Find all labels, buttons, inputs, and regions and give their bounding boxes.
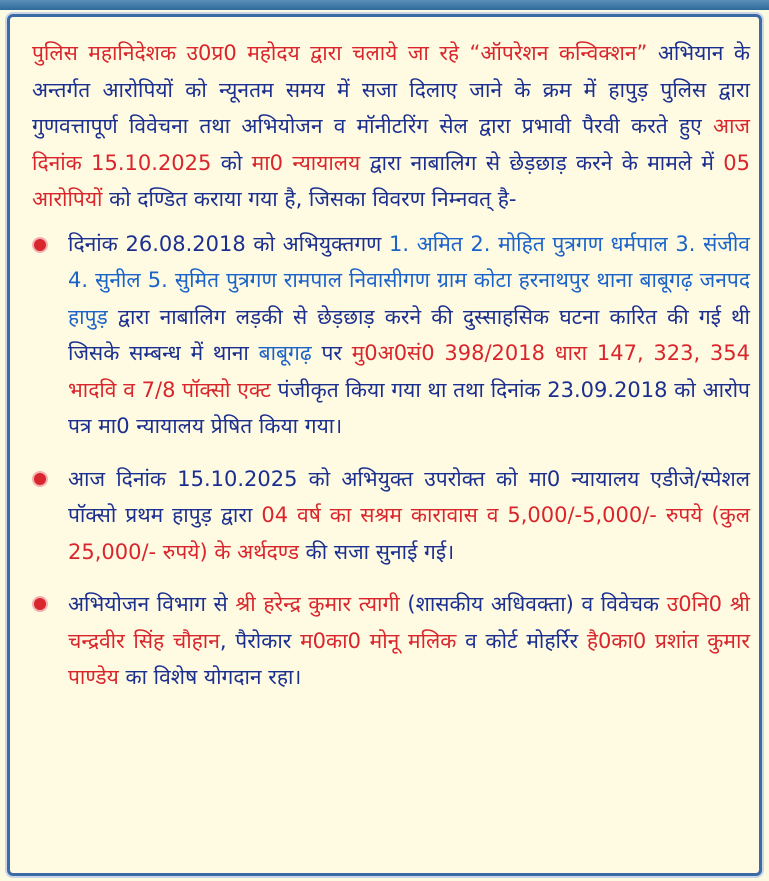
bullet1-police-station: बाबूगढ़	[258, 341, 312, 365]
intro-highlight-court: मा0 न्यायालय	[251, 150, 361, 175]
bullet-icon	[34, 598, 46, 610]
list-item	[32, 461, 750, 571]
bullet1-text-a: दिनांक 26.08.2018 को अभियुक्तगण	[68, 231, 390, 256]
bullet2-sentence: 04 वर्ष का सश्रम कारावास व 5,000/-5,000/- रुपये (कुल 25,000/- रुपये) के अर्थदण्ड	[68, 503, 750, 564]
bullet-icon	[34, 239, 46, 251]
top-band	[0, 0, 769, 10]
bullet3-text-a: अभियोजन विभाग से	[68, 592, 236, 616]
bullet-icon	[34, 473, 46, 485]
bullet3-text-e: , पैरोकार	[219, 628, 301, 653]
intro-text-2: को	[211, 150, 252, 175]
intro-paragraph	[32, 35, 750, 218]
bullet3-pairokar: म0का0 मोनू मलिक	[300, 628, 457, 653]
list-item	[32, 226, 750, 445]
intro-highlight-date: आज दिनांक 15.10.2025	[32, 114, 750, 175]
content-body	[32, 35, 750, 712]
intro-text-3: द्वारा नाबालिग से छेड़छाड़ करने के मामले में	[360, 150, 724, 175]
list-item	[32, 586, 750, 696]
bullet1-accused-names: 1. अमित 2. मोहित पुत्रगण धर्मपाल 3. संजीव 4. सुनील 5. सुमित पुत्रगण रामपाल निवासीगण ग्राम कोटा हरनाथपुर थाना बाबूगढ़ जनपद हापुड़	[68, 231, 750, 329]
bullet2-text-a: आज दिनांक 15.10.2025 को अभियुक्त उपरोक्त को मा0 न्यायालय एडीजे/स्पेशल पॉक्सो प्रथम हापुड़ द्वारा	[68, 466, 750, 527]
bullet3-text-g: व कोर्ट मोहर्रिर	[456, 628, 587, 653]
bullet1-text-c: द्वारा नाबालिग लड़की से छेड़छाड़ करने की दुस्साहसिक घटना कारित की गई थी जिसके सम्बन्ध में थाना	[68, 304, 750, 365]
intro-highlight-accused-count: 05 आरोपियों	[32, 150, 751, 211]
intro-highlight-campaign: पुलिस महानिदेशक उ0प्र0 महोदय द्वारा चलाये जा रहे “ऑपरेशन कन्विक्शन”	[32, 41, 648, 65]
bullet3-investigator: उ0नि0 श्री चन्द्रवीर सिंह चौहान	[68, 592, 751, 653]
bullet3-text-i: का विशेष योगदान रहा।	[118, 665, 302, 689]
bullet3-text-c: (शासकीय अधिवक्ता) व विवेचक	[399, 592, 667, 616]
details-list	[32, 226, 750, 696]
bullet3-court-moharrir: है0का0 प्रशांत कुमार पाण्डेय	[68, 628, 751, 689]
bullet1-text-g: पंजीकृत किया गया था तथा दिनांक 23.09.2018 को आरोप पत्र मा0 न्यायालय प्रेषित किया गया।	[68, 377, 750, 438]
intro-text-4: को दण्डित कराया गया है, जिसका विवरण निम्नवत् है-	[102, 187, 517, 211]
bullet2-text-c: की सजा सुनाई गई।	[298, 539, 455, 564]
bullet3-prosecutor: श्री हरेन्द्र कुमार त्यागी	[235, 592, 400, 616]
bullet1-case-number: मु0अ0सं0 398/2018 धारा 147, 323, 354 भादवि व 7/8 पॉक्सो एक्ट	[68, 341, 750, 402]
bullet1-text-e: पर	[311, 341, 352, 365]
intro-text-1: अभियान के अन्तर्गत आरोपियों को न्यूनतम समय में सजा दिलाए जाने के क्रम में हापुड़ पुलिस द्वारा गुणवत्तापूर्ण विवेचना तथा अभियोजन व मॉनीटरिंग सेल द्वारा प्रभावी पैरवी करते हुए	[32, 41, 750, 138]
content-frame	[7, 14, 762, 876]
